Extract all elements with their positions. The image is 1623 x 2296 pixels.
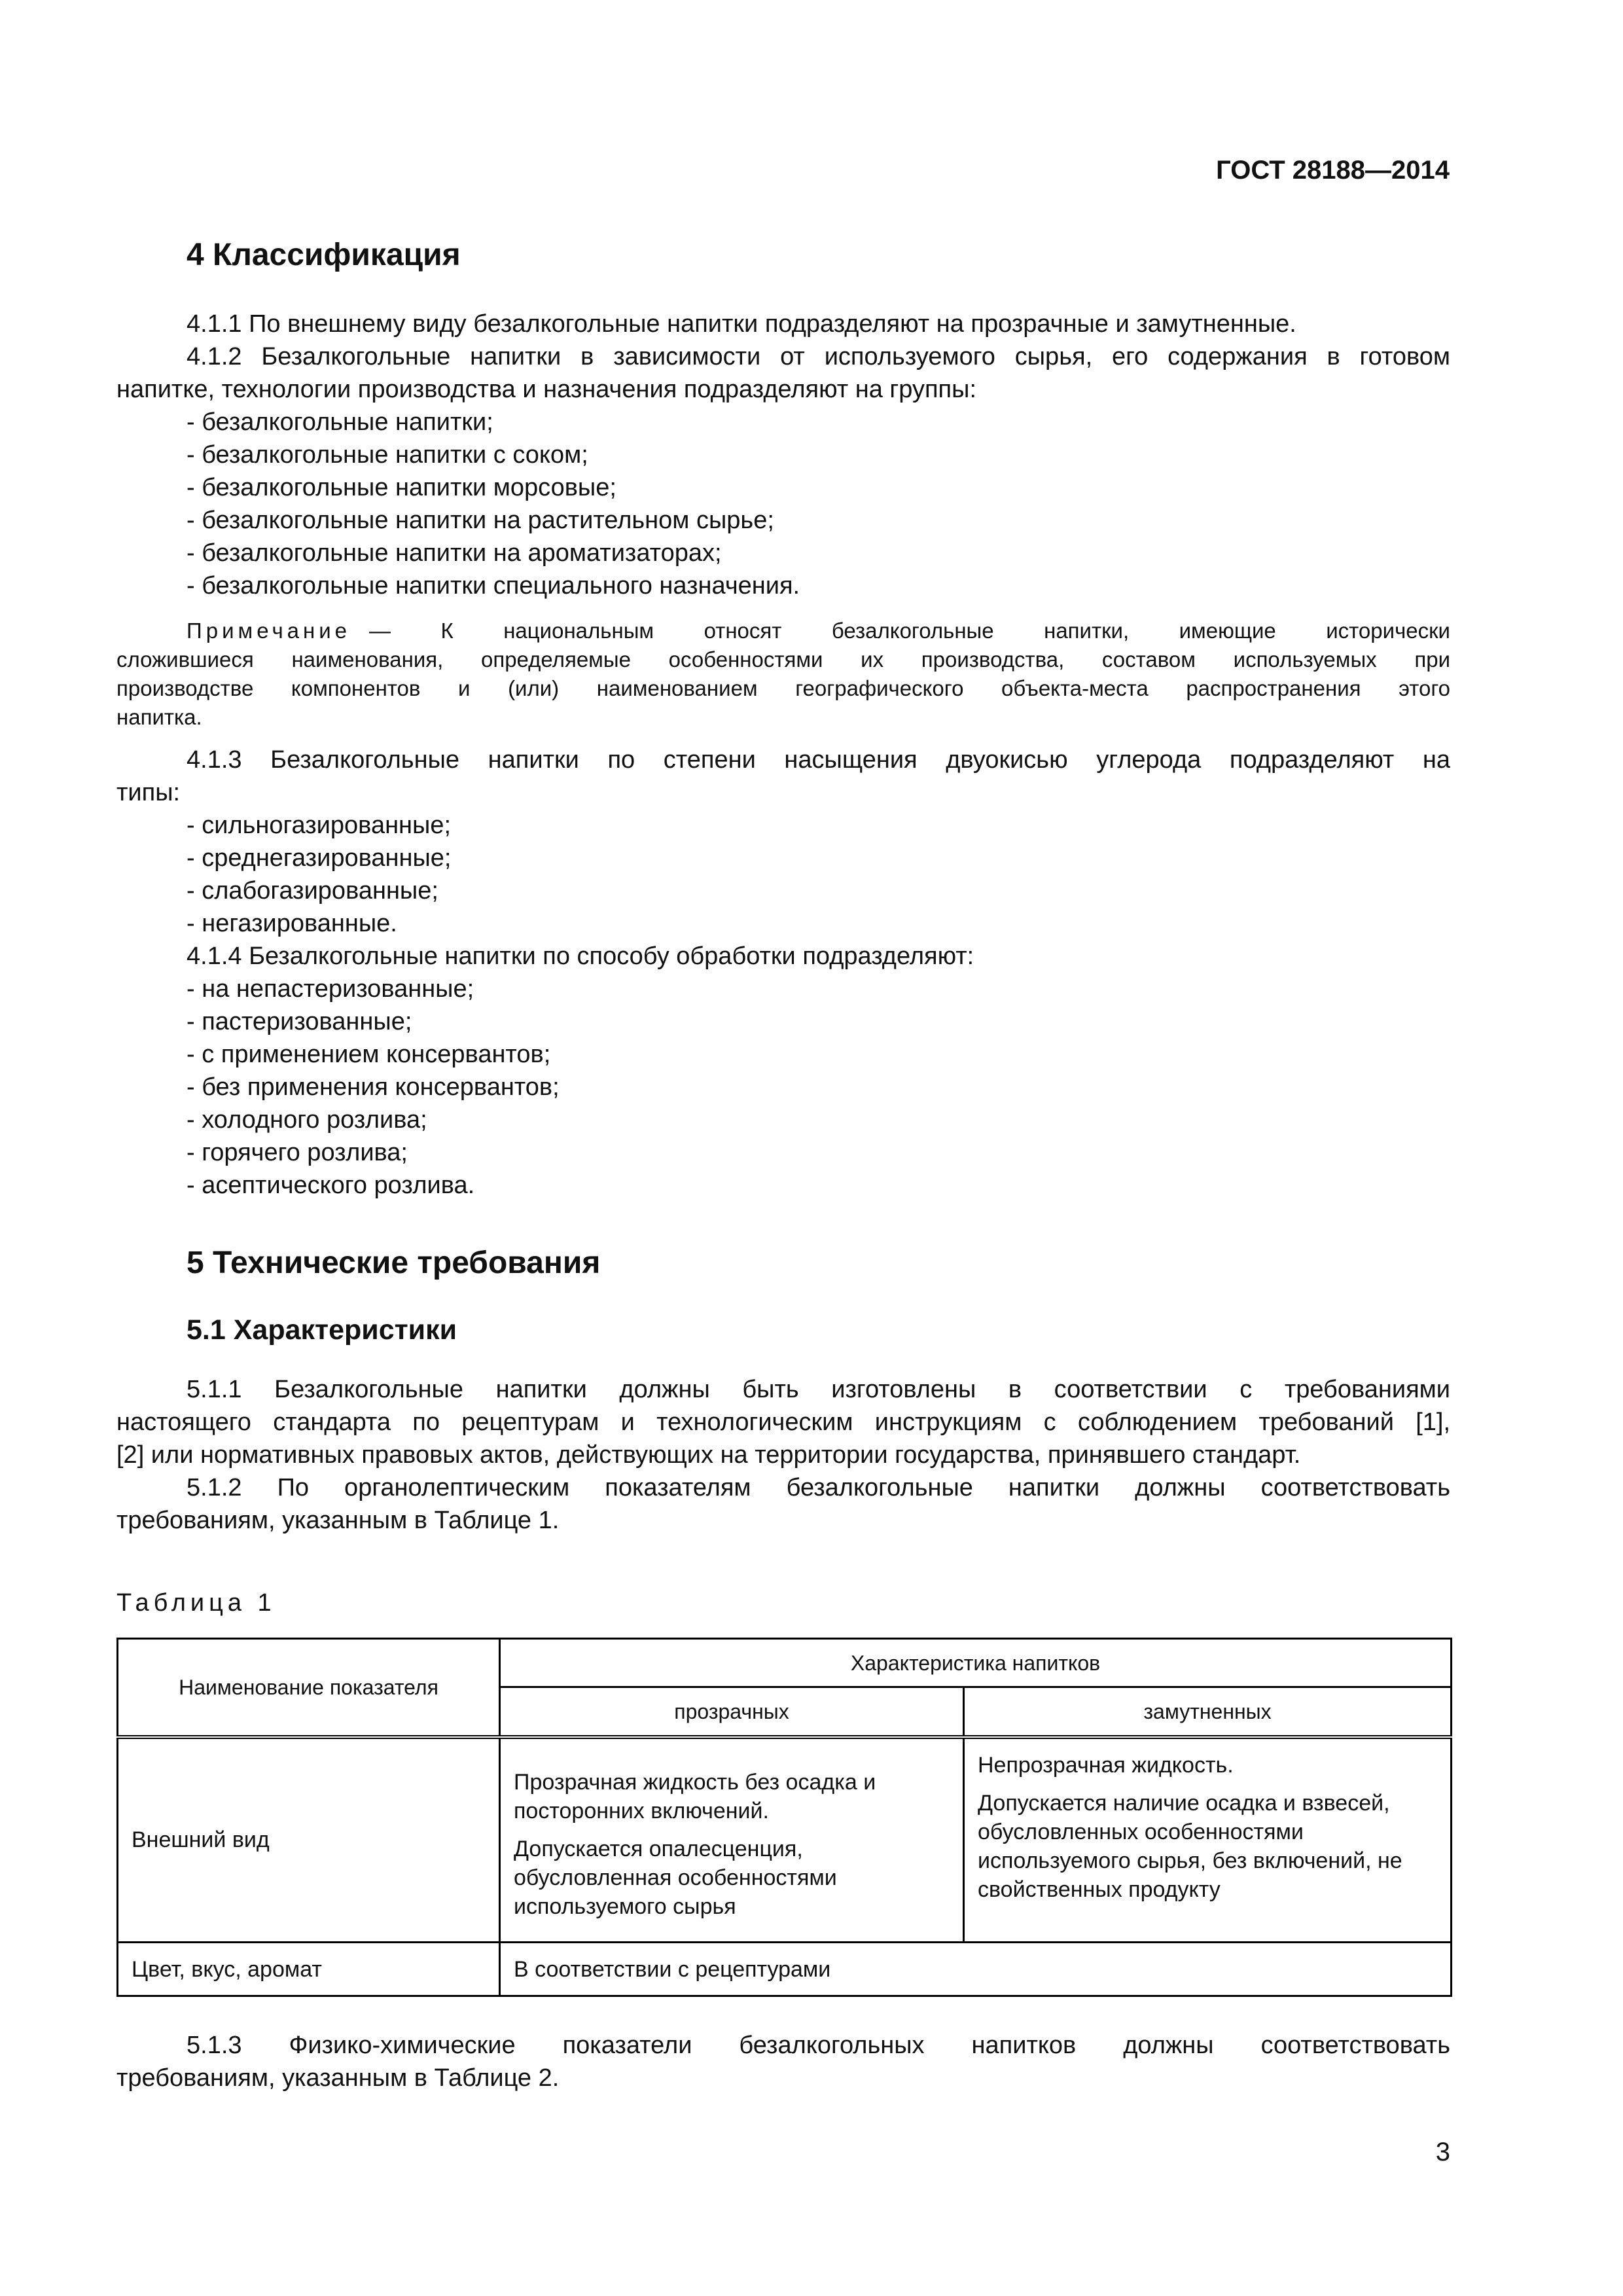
clause-5-1-1-line-3: [2] или нормативных правовых актов, действующих на территории государства, принявшего стандарт. [116,1441,1301,1469]
page-number: 3 [1435,2138,1450,2166]
note-line-1 [187,617,1450,645]
note-label: Примечание [187,619,351,643]
header-transparent: прозрачных [500,1687,964,1737]
subsection-5-1-title: 5.1 Характеристики [187,1314,457,1346]
cell-paragraph: Допускается наличие осадка и взвесей, обусловленных особенностями используемого сырья, без включений, не свойственных продукту [978,1790,1402,1902]
row-appearance-name: Внешний вид [118,1737,500,1943]
table-1-caption: Таблица 1 [116,1589,276,1617]
row-color-taste-name: Цвет, вкус, аромат [118,1943,500,1996]
type-list-item: - слабогазированные; [187,877,438,905]
table-row [118,1737,1452,1943]
processing-list-item: - без применения консервантов; [187,1073,560,1101]
processing-list-item: - на непастеризованные; [187,975,474,1003]
cell-paragraph: Допускается опалесценция, обусловленная особенностями используемого сырья [514,1836,837,1919]
header-drink-characteristics: Характеристика напитков [500,1639,1452,1687]
document-code: ГОСТ 28188—2014 [1216,156,1450,185]
group-list-item: - безалкогольные напитки с соком; [187,441,588,469]
note-line-2: сложившиеся наименования, определяемые особенностями их производства, составом используемых при [116,647,1450,672]
clause-5-1-2-line-2: требованиям, указанным в Таблице 1. [116,1507,560,1534]
clause-5-1-1-line-1: 5.1.1 Безалкогольные напитки должны быть изготовлены в соответствии с требованиями [187,1376,1450,1403]
organoleptic-table [116,1638,1452,1997]
clause-4-1-1: 4.1.1 По внешнему виду безалкогольные напитки подразделяют на прозрачные и замутненные. [187,310,1296,338]
processing-list-item: - с применением консервантов; [187,1041,551,1068]
processing-list-item: - пастеризованные; [187,1008,412,1035]
table-row [118,1943,1452,1996]
row-appearance-transparent [500,1737,964,1943]
clause-4-1-3-line-1: 4.1.3 Безалкогольные напитки по степени насыщения двуокисью углерода подразделяют на [187,746,1450,774]
clause-5-1-3-line-1: 5.1.3 Физико-химические показатели безалкогольных напитков должны соответствовать [187,2032,1450,2059]
cell-paragraph: Прозрачная жидкость без осадка и посторонних включений. [514,1769,876,1823]
clause-5-1-1-line-2: настоящего стандарта по рецептурам и технологическим инструкциям с соблюдением требований [1], [116,1408,1450,1436]
note-line-4: напитка. [116,705,202,729]
cell-paragraph: Непрозрачная жидкость. [978,1752,1234,1778]
note-text: — К национальным относят безалкогольные напитки, имеющие исторически [369,619,1450,643]
section-4-title: 4 Классификация [187,238,461,272]
clause-4-1-2-line-2: напитке, технологии производства и назначения подразделяют на группы: [116,376,977,403]
group-list-item: - безалкогольные напитки на растительном сырье; [187,507,774,534]
note-line-3: производстве компонентов и (или) наименованием географического объекта-места распространения этого [116,676,1450,700]
type-list-item: - негазированные. [187,910,397,937]
group-list-item: - безалкогольные напитки специального назначения. [187,572,800,600]
type-list-item: - сильногазированные; [187,812,452,839]
group-list-item: - безалкогольные напитки морсовые; [187,474,616,501]
processing-list-item: - горячего розлива; [187,1139,408,1166]
clause-4-1-4: 4.1.4 Безалкогольные напитки по способу обработки подразделяют: [187,942,974,970]
row-appearance-cloudy [964,1737,1452,1943]
group-list-item: - безалкогольные напитки на ароматизаторах; [187,539,722,567]
clause-4-1-3-line-2: типы: [116,779,181,806]
processing-list-item: - асептического розлива. [187,1172,475,1199]
clause-5-1-2-line-1: 5.1.2 По органолептическим показателям безалкогольные напитки должны соответствовать [187,1474,1450,1501]
type-list-item: - среднегазированные; [187,844,452,872]
table-header-row [118,1639,1452,1687]
group-list-item: - безалкогольные напитки; [187,408,493,436]
header-cloudy: замутненных [964,1687,1452,1737]
clause-4-1-2-line-1: 4.1.2 Безалкогольные напитки в зависимости от используемого сырья, его содержания в готовом [187,343,1450,370]
section-5-title: 5 Технические требования [187,1246,601,1280]
row-color-taste-value: В соответствии с рецептурами [500,1943,1452,1996]
clause-5-1-3-line-2: требованиям, указанным в Таблице 2. [116,2064,560,2092]
header-indicator-name: Наименование показателя [118,1639,500,1737]
processing-list-item: - холодного розлива; [187,1106,427,1134]
